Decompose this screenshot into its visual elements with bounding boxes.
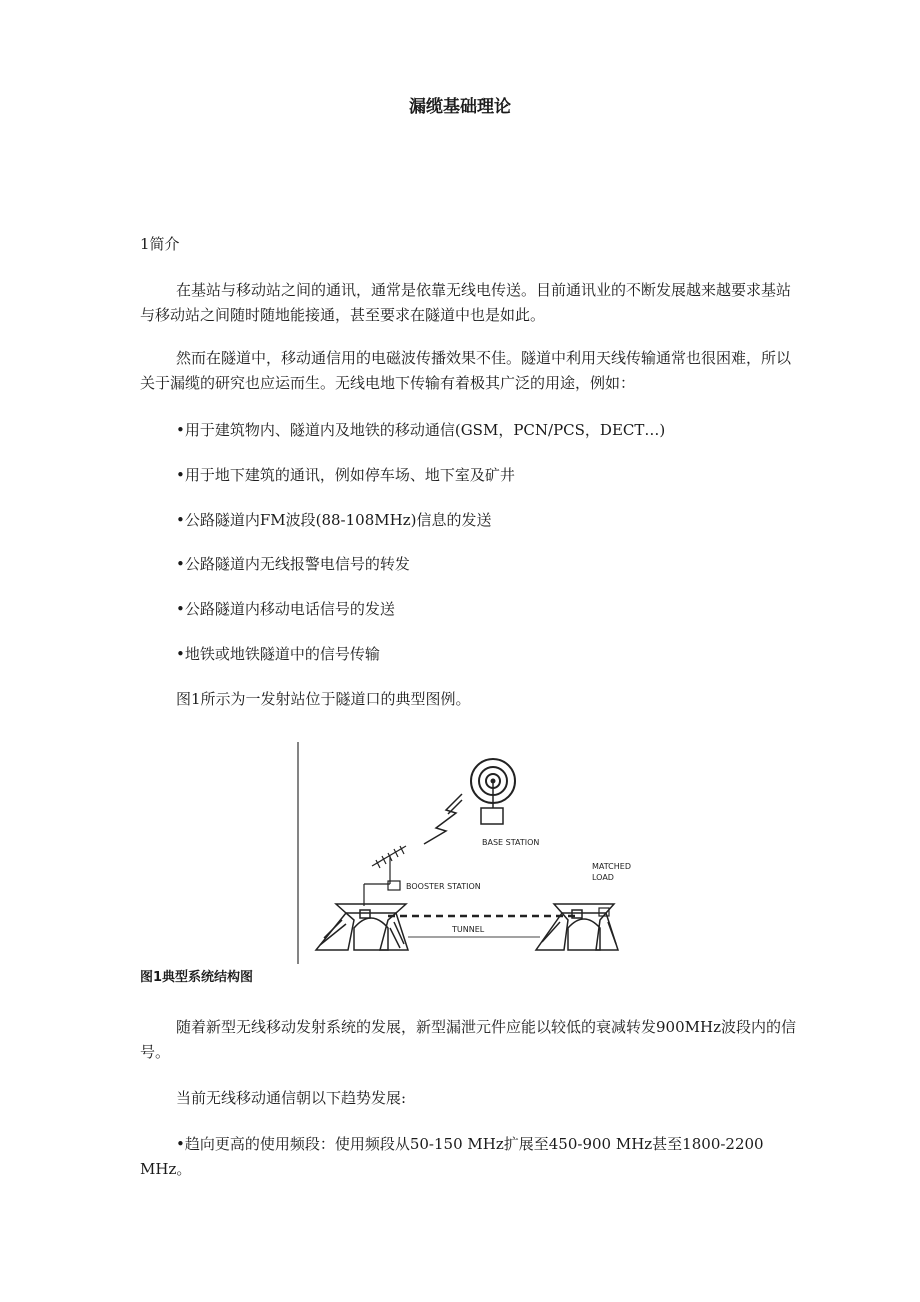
bullet-item: •用于建筑物内、隧道内及地铁的移动通信(GSM，PCN/PCS，DECT…) <box>176 421 666 439</box>
bullet-item: •地铁或地铁隧道中的信号传输 <box>176 645 380 663</box>
bullet-item: •用于地下建筑的通讯，例如停车场、地下室及矿井 <box>176 466 515 484</box>
paragraph-after-2: 当前无线移动通信朝以下趋势发展: <box>176 1089 407 1107</box>
right-tunnel-portal <box>536 904 618 950</box>
bullet-item: •公路隧道内FM波段(88-108MHz)信息的发送 <box>176 511 492 529</box>
matched-load-label-2: LOAD <box>592 873 614 882</box>
bullet-item: •公路隧道内移动电话信号的发送 <box>176 600 395 618</box>
paragraph-intro-1: 在基站与移动站之间的通讯，通常是依靠无线电传送。目前通讯业的不断发展越来越要求基站与移动站之间随时随地能接通，甚至要求在隧道中也是如此。 <box>140 281 792 324</box>
figure-caption: 图1典型系统结构图 <box>140 970 254 985</box>
base-station-label: BASE STATION <box>482 838 540 847</box>
section-heading: 1简介 <box>140 235 180 253</box>
radio-wave-icon <box>424 794 462 844</box>
trend-bullet: •趋向更高的使用频段：使用频段从50-150 MHz扩展至450-900 MHz甚至1800-2200 MHz。 <box>140 1135 764 1178</box>
paragraph-after-1: 随着新型无线移动发射系统的发展，新型漏泄元件应能以较低的衰减转发900MHz波段内的信号。 <box>140 1018 796 1061</box>
left-tunnel-portal <box>316 904 408 950</box>
booster-station-label: BOOSTER STATION <box>406 882 481 891</box>
page-title: 漏缆基础理论 <box>409 97 511 117</box>
matched-load-label-1: MATCHED <box>592 862 631 871</box>
tunnel-label: TUNNEL <box>452 925 485 934</box>
figure-intro: 图1所示为一发射站位于隧道口的典型图例。 <box>176 690 471 708</box>
system-diagram <box>296 738 641 964</box>
base-station-box <box>481 808 503 824</box>
booster-antenna-icon <box>372 846 406 884</box>
bullet-item: •公路隧道内无线报警电信号的转发 <box>176 555 410 573</box>
paragraph-intro-2: 然而在隧道中，移动通信用的电磁波传播效果不佳。隧道中利用天线传输通常也很困难，所以关于漏缆的研究也应运而生。无线电地下传输有着极其广泛的用途，例如： <box>140 349 792 392</box>
